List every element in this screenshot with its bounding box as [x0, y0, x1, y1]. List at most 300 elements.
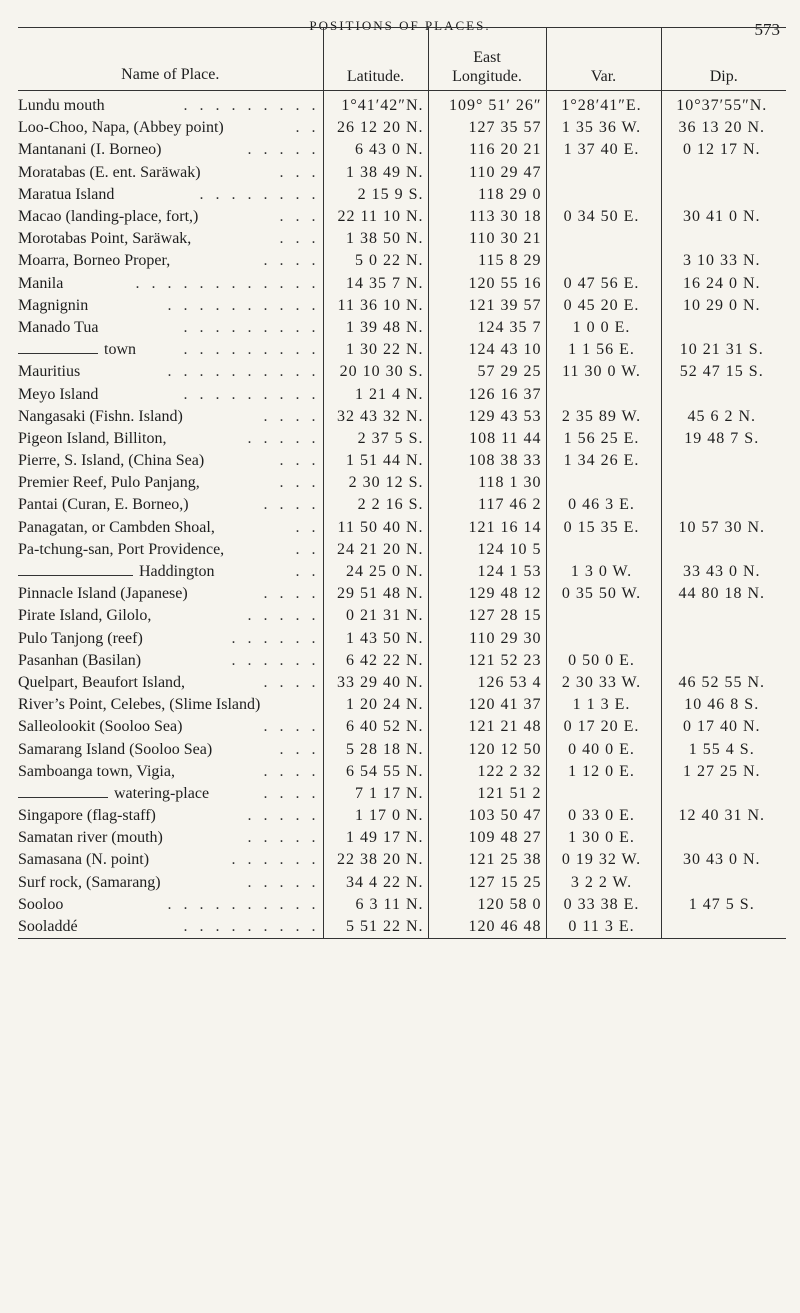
latitude-cell: 5 51 22 N. [323, 916, 428, 939]
leader-dots: . . . . . . . . . . [167, 895, 320, 913]
latitude-cell: 24 21 20 N. [323, 539, 428, 561]
ditto-rule [18, 353, 98, 354]
longitude-cell: 124 1 53 [428, 561, 546, 583]
place-name-cell [18, 738, 323, 760]
leader-dots: . . . . . . [231, 651, 320, 669]
header-dip-label: Dip. [709, 68, 738, 85]
table-row [18, 716, 786, 738]
longitude-cell: 120 41 37 [428, 694, 546, 716]
variation-cell [546, 228, 661, 250]
latitude-cell: 6 54 55 N. [323, 761, 428, 783]
variation-cell: 0 17 20 E. [546, 716, 661, 738]
latitude-cell: 1 49 17 N. [323, 827, 428, 849]
dip-cell: 36 13 20 N. [661, 117, 786, 139]
header-longitude-line1: East [473, 49, 501, 66]
place-name-cell [18, 650, 323, 672]
place-name-wrapper [18, 694, 320, 716]
place-name: Salleolookit (Sooloo Sea) [18, 718, 183, 736]
table-row [18, 849, 786, 871]
longitude-cell: 129 48 12 [428, 583, 546, 605]
variation-cell: 0 35 50 W. [546, 583, 661, 605]
variation-cell: 3 2 2 W. [546, 872, 661, 894]
latitude-cell: 1 39 48 N. [323, 317, 428, 339]
table-row [18, 206, 786, 228]
longitude-cell: 110 29 30 [428, 628, 546, 650]
leader-dots: . . . [279, 740, 320, 758]
place-name-wrapper [18, 384, 320, 406]
place-name: watering-place [114, 784, 210, 802]
place-name-wrapper [18, 628, 320, 650]
table-row [18, 139, 786, 161]
leader-dots: . . . . . . [231, 629, 320, 647]
place-name-cell [18, 716, 323, 738]
variation-cell: 1 1 56 E. [546, 339, 661, 361]
variation-cell: 0 45 20 E. [546, 295, 661, 317]
table-row [18, 250, 786, 272]
table-row [18, 628, 786, 650]
place-name-cell [18, 117, 323, 139]
variation-cell: 1 56 25 E. [546, 428, 661, 450]
running-title: POSITIONS OF PLACES. [309, 18, 491, 33]
header-east-longitude [428, 28, 546, 91]
table-row [18, 605, 786, 627]
latitude-cell: 1 38 50 N. [323, 228, 428, 250]
variation-cell: 1°28′41″E. [546, 91, 661, 118]
variation-cell: 1 12 0 E. [546, 761, 661, 783]
longitude-cell: 116 20 21 [428, 139, 546, 161]
place-name-cell [18, 184, 323, 206]
place-name-wrapper [18, 339, 320, 361]
variation-cell: 1 34 26 E. [546, 450, 661, 472]
latitude-cell: 20 10 30 S. [323, 361, 428, 383]
place-name: Nangasaki (Fishn. Island) [18, 407, 183, 425]
variation-cell: 0 15 35 E. [546, 517, 661, 539]
longitude-cell: 118 1 30 [428, 472, 546, 494]
place-name: Pirate Island, Gilolo, [18, 607, 152, 625]
variation-cell: 1 37 40 E. [546, 139, 661, 161]
place-name: Pierre, S. Island, (China Sea) [18, 452, 205, 470]
table-row [18, 761, 786, 783]
place-name: Manila [18, 274, 64, 292]
table-row [18, 228, 786, 250]
leader-dots: . . . [279, 230, 320, 248]
variation-cell: 1 0 0 E. [546, 317, 661, 339]
leader-dots: . . . . [263, 585, 320, 603]
place-name-wrapper [18, 827, 320, 849]
longitude-cell: 122 2 32 [428, 761, 546, 783]
latitude-cell: 5 28 18 N. [323, 738, 428, 760]
table-row [18, 184, 786, 206]
place-name-wrapper [18, 650, 320, 672]
place-name-cell [18, 273, 323, 295]
place-name: Moratabas (E. ent. Saräwak) [18, 163, 201, 181]
place-name: town [104, 341, 136, 359]
longitude-cell: 57 29 25 [428, 361, 546, 383]
place-name-cell [18, 383, 323, 405]
dip-cell [661, 872, 786, 894]
dip-cell [661, 472, 786, 494]
place-name: Samatan river (mouth) [18, 829, 163, 847]
leader-dots: . . . . . [247, 429, 320, 447]
dip-cell [661, 494, 786, 516]
place-name-cell [18, 406, 323, 428]
dip-cell [661, 827, 786, 849]
longitude-cell: 121 25 38 [428, 849, 546, 871]
longitude-cell: 121 52 23 [428, 650, 546, 672]
latitude-cell: 1 30 22 N. [323, 339, 428, 361]
place-name: Magnignin [18, 296, 89, 314]
place-name-wrapper [18, 539, 320, 561]
place-name: Pigeon Island, Billiton, [18, 429, 167, 447]
table-row [18, 117, 786, 139]
leader-dots: . . . . . . . . . [183, 385, 320, 403]
latitude-cell: 2 15 9 S. [323, 184, 428, 206]
leader-dots: . . . . . . . . . [183, 918, 320, 936]
table-header-row [18, 28, 786, 91]
place-name-cell [18, 361, 323, 383]
dip-cell: 30 41 0 N. [661, 206, 786, 228]
leader-dots: . . . . [263, 407, 320, 425]
latitude-cell: 1 21 4 N. [323, 383, 428, 405]
header-dip [661, 28, 786, 91]
place-name-wrapper [18, 916, 320, 938]
leader-dots: . . . . . [247, 141, 320, 159]
place-name: Pinnacle Island (Japanese) [18, 585, 188, 603]
table-body [18, 91, 786, 939]
longitude-cell: 109° 51′ 26″ [428, 91, 546, 118]
longitude-cell: 129 43 53 [428, 406, 546, 428]
place-name-wrapper [18, 228, 320, 250]
latitude-cell: 2 2 16 S. [323, 494, 428, 516]
latitude-cell: 1 17 0 N. [323, 805, 428, 827]
leader-dots: . . [295, 563, 320, 581]
dip-cell [661, 184, 786, 206]
variation-cell [546, 184, 661, 206]
place-name: Surf rock, (Samarang) [18, 873, 161, 891]
place-name-wrapper [18, 716, 320, 738]
longitude-cell: 120 46 48 [428, 916, 546, 939]
longitude-cell: 124 10 5 [428, 539, 546, 561]
place-name: Mantanani (I. Borneo) [18, 141, 162, 159]
longitude-cell: 120 58 0 [428, 894, 546, 916]
leader-dots: . . . [279, 208, 320, 226]
place-name-wrapper [18, 406, 320, 428]
variation-cell: 0 19 32 W. [546, 849, 661, 871]
dip-cell: 46 52 55 N. [661, 672, 786, 694]
variation-cell: 1 1 3 E. [546, 694, 661, 716]
place-name: Moarra, Borneo Proper, [18, 252, 171, 270]
place-name-cell [18, 517, 323, 539]
place-name-cell [18, 605, 323, 627]
longitude-cell: 121 51 2 [428, 783, 546, 805]
place-name-wrapper [18, 117, 320, 139]
dip-cell [661, 383, 786, 405]
leader-dots: . . . . . [247, 873, 320, 891]
variation-cell: 1 30 0 E. [546, 827, 661, 849]
place-name-wrapper [18, 139, 320, 161]
variation-cell: 2 30 33 W. [546, 672, 661, 694]
dip-cell [661, 228, 786, 250]
longitude-cell: 113 30 18 [428, 206, 546, 228]
variation-cell: 11 30 0 W. [546, 361, 661, 383]
place-name-cell [18, 228, 323, 250]
table-row [18, 738, 786, 760]
place-name-wrapper [18, 849, 320, 871]
table-row [18, 383, 786, 405]
leader-dots: . . . . . . . . . [183, 318, 320, 336]
dip-cell: 30 43 0 N. [661, 849, 786, 871]
place-name-cell [18, 139, 323, 161]
latitude-cell: 26 12 20 N. [323, 117, 428, 139]
latitude-cell: 24 25 0 N. [323, 561, 428, 583]
table-row [18, 273, 786, 295]
place-name-wrapper [18, 494, 320, 516]
latitude-cell: 29 51 48 N. [323, 583, 428, 605]
place-name-cell [18, 872, 323, 894]
table-row [18, 872, 786, 894]
variation-cell: 0 33 0 E. [546, 805, 661, 827]
leader-dots: . . . . . . [231, 851, 320, 869]
latitude-cell: 22 38 20 N. [323, 849, 428, 871]
place-name: Haddington [139, 563, 215, 581]
dip-cell: 10 29 0 N. [661, 295, 786, 317]
leader-dots: . . . [279, 474, 320, 492]
place-name-wrapper [18, 361, 320, 383]
place-name-cell [18, 317, 323, 339]
dip-cell: 0 17 40 N. [661, 716, 786, 738]
dip-cell [661, 783, 786, 805]
longitude-cell: 127 35 57 [428, 117, 546, 139]
leader-dots: . . . . [263, 673, 320, 691]
table-row [18, 650, 786, 672]
dip-cell: 10°37′55″N. [661, 91, 786, 118]
variation-cell [546, 783, 661, 805]
dip-cell: 10 57 30 N. [661, 517, 786, 539]
table-row [18, 91, 786, 118]
dip-cell: 3 10 33 N. [661, 250, 786, 272]
dip-cell [661, 539, 786, 561]
place-name-wrapper [18, 450, 320, 472]
longitude-cell: 121 21 48 [428, 716, 546, 738]
latitude-cell: 2 30 12 S. [323, 472, 428, 494]
place-name: Pasanhan (Basilan) [18, 651, 142, 669]
ditto-rule [18, 575, 133, 576]
variation-cell: 0 47 56 E. [546, 273, 661, 295]
longitude-cell: 124 35 7 [428, 317, 546, 339]
longitude-cell: 117 46 2 [428, 494, 546, 516]
longitude-cell: 108 11 44 [428, 428, 546, 450]
variation-cell [546, 472, 661, 494]
place-name-wrapper [18, 273, 320, 295]
variation-cell [546, 605, 661, 627]
latitude-cell: 1 38 49 N. [323, 162, 428, 184]
header-latitude-label: Latitude. [346, 68, 405, 85]
latitude-cell: 1 20 24 N. [323, 694, 428, 716]
place-name-wrapper [18, 761, 320, 783]
place-name: Pulo Tanjong (reef) [18, 629, 143, 647]
leader-dots: . . . . . . . . . . [167, 296, 320, 314]
variation-cell: 0 33 38 E. [546, 894, 661, 916]
table-row [18, 339, 786, 361]
header-name-of-place [18, 28, 323, 91]
variation-cell: 0 50 0 E. [546, 650, 661, 672]
place-name-cell [18, 916, 323, 939]
place-name-cell [18, 494, 323, 516]
table-row [18, 472, 786, 494]
place-name: Meyo Island [18, 385, 99, 403]
place-name-cell [18, 849, 323, 871]
page-number: 573 [754, 20, 780, 39]
leader-dots: . . . . . . . . . [183, 97, 320, 115]
leader-dots: . . [295, 540, 320, 558]
place-name: Samasana (N. point) [18, 851, 150, 869]
dip-cell: 1 55 4 S. [661, 738, 786, 760]
variation-cell: 2 35 89 W. [546, 406, 661, 428]
place-name: Sooloo [18, 895, 64, 913]
dip-cell: 19 48 7 S. [661, 428, 786, 450]
place-name-wrapper [18, 561, 320, 583]
place-name: Sooladdé [18, 918, 78, 936]
place-name-cell [18, 561, 323, 583]
latitude-cell: 6 3 11 N. [323, 894, 428, 916]
latitude-cell: 11 50 40 N. [323, 517, 428, 539]
variation-cell: 0 46 3 E. [546, 494, 661, 516]
dip-cell [661, 650, 786, 672]
longitude-cell: 126 53 4 [428, 672, 546, 694]
place-name-cell [18, 472, 323, 494]
place-name-cell [18, 761, 323, 783]
place-name-cell [18, 450, 323, 472]
place-name: Singapore (flag-staff) [18, 807, 156, 825]
dip-cell [661, 450, 786, 472]
table-row [18, 428, 786, 450]
table-row [18, 783, 786, 805]
place-name-wrapper [18, 517, 320, 539]
header-variation [546, 28, 661, 91]
place-name-cell [18, 162, 323, 184]
variation-cell [546, 383, 661, 405]
place-name-wrapper [18, 672, 320, 694]
longitude-cell: 115 8 29 [428, 250, 546, 272]
place-name-cell [18, 206, 323, 228]
place-name: Pa-tchung-san, Port Providence, [18, 540, 225, 558]
header-longitude-line2: Longitude. [452, 68, 522, 85]
latitude-cell: 7 1 17 N. [323, 783, 428, 805]
dip-cell [661, 628, 786, 650]
leader-dots: . . . . . [247, 607, 320, 625]
positions-table [18, 27, 786, 939]
place-name-wrapper [18, 295, 320, 317]
place-name-wrapper [18, 428, 320, 450]
dip-cell: 45 6 2 N. [661, 406, 786, 428]
positions-table-wrapper [18, 27, 786, 939]
latitude-cell: 22 11 10 N. [323, 206, 428, 228]
place-name-wrapper [18, 250, 320, 272]
latitude-cell: 32 43 32 N. [323, 406, 428, 428]
latitude-cell: 6 40 52 N. [323, 716, 428, 738]
place-name-cell [18, 628, 323, 650]
longitude-cell: 103 50 47 [428, 805, 546, 827]
leader-dots: . . . . . [247, 829, 320, 847]
place-name: Manado Tua [18, 318, 99, 336]
variation-cell [546, 250, 661, 272]
leader-dots: . . . . . [247, 807, 320, 825]
place-name-cell [18, 91, 323, 118]
longitude-cell: 120 55 16 [428, 273, 546, 295]
latitude-cell: 5 0 22 N. [323, 250, 428, 272]
place-name: Premier Reef, Pulo Panjang, [18, 474, 200, 492]
dip-cell: 1 47 5 S. [661, 894, 786, 916]
leader-dots: . . . . [263, 252, 320, 270]
place-name-cell [18, 827, 323, 849]
table-row [18, 583, 786, 605]
place-name: Lundu mouth [18, 97, 105, 115]
place-name: Loo-Choo, Napa, (Abbey point) [18, 119, 224, 137]
leader-dots: . . . [279, 163, 320, 181]
dip-cell: 12 40 31 N. [661, 805, 786, 827]
place-name-cell [18, 672, 323, 694]
longitude-cell: 110 29 47 [428, 162, 546, 184]
place-name-wrapper [18, 605, 320, 627]
place-name: River’s Point, Celebes, (Slime Island) [18, 696, 261, 714]
place-name-cell [18, 583, 323, 605]
place-name-wrapper [18, 95, 320, 117]
leader-dots: . . . . [263, 718, 320, 736]
place-name-wrapper [18, 162, 320, 184]
table-row [18, 916, 786, 939]
leader-dots: . . . . . . . . [199, 185, 320, 203]
header-variation-label: Var. [590, 68, 617, 85]
table-row [18, 805, 786, 827]
latitude-cell: 0 21 31 N. [323, 605, 428, 627]
place-name-wrapper [18, 739, 320, 761]
variation-cell: 1 3 0 W. [546, 561, 661, 583]
dip-cell [661, 916, 786, 939]
place-name: Pantai (Curan, E. Borneo,) [18, 496, 189, 514]
longitude-cell: 126 16 37 [428, 383, 546, 405]
leader-dots: . . . . . . . . . . . . [135, 274, 320, 292]
ditto-rule [18, 797, 108, 798]
place-name: Panagatan, or Cambden Shoal, [18, 518, 215, 536]
place-name: Quelpart, Beaufort Island, [18, 673, 186, 691]
variation-cell: 0 40 0 E. [546, 738, 661, 760]
place-name-wrapper [18, 206, 320, 228]
table-row [18, 162, 786, 184]
leader-dots: . . . . [263, 762, 320, 780]
place-name: Mauritius [18, 363, 81, 381]
dip-cell: 33 43 0 N. [661, 561, 786, 583]
place-name-cell [18, 250, 323, 272]
latitude-cell: 14 35 7 N. [323, 273, 428, 295]
place-name-cell [18, 783, 323, 805]
place-name: Macao (landing-place, fort,) [18, 208, 199, 226]
variation-cell: 1 35 36 W. [546, 117, 661, 139]
leader-dots: . . . . . . . . . [183, 341, 320, 359]
dip-cell: 52 47 15 S. [661, 361, 786, 383]
header-name-label: Name of Place. [121, 66, 220, 83]
place-name: Morotabas Point, Saräwak, [18, 230, 192, 248]
place-name-wrapper [18, 317, 320, 339]
place-name-wrapper [18, 472, 320, 494]
latitude-cell: 1 43 50 N. [323, 628, 428, 650]
leader-dots: . . [295, 119, 320, 137]
table-row [18, 450, 786, 472]
table-row [18, 361, 786, 383]
table-row [18, 561, 786, 583]
longitude-cell: 124 43 10 [428, 339, 546, 361]
table-row [18, 406, 786, 428]
header-latitude [323, 28, 428, 91]
